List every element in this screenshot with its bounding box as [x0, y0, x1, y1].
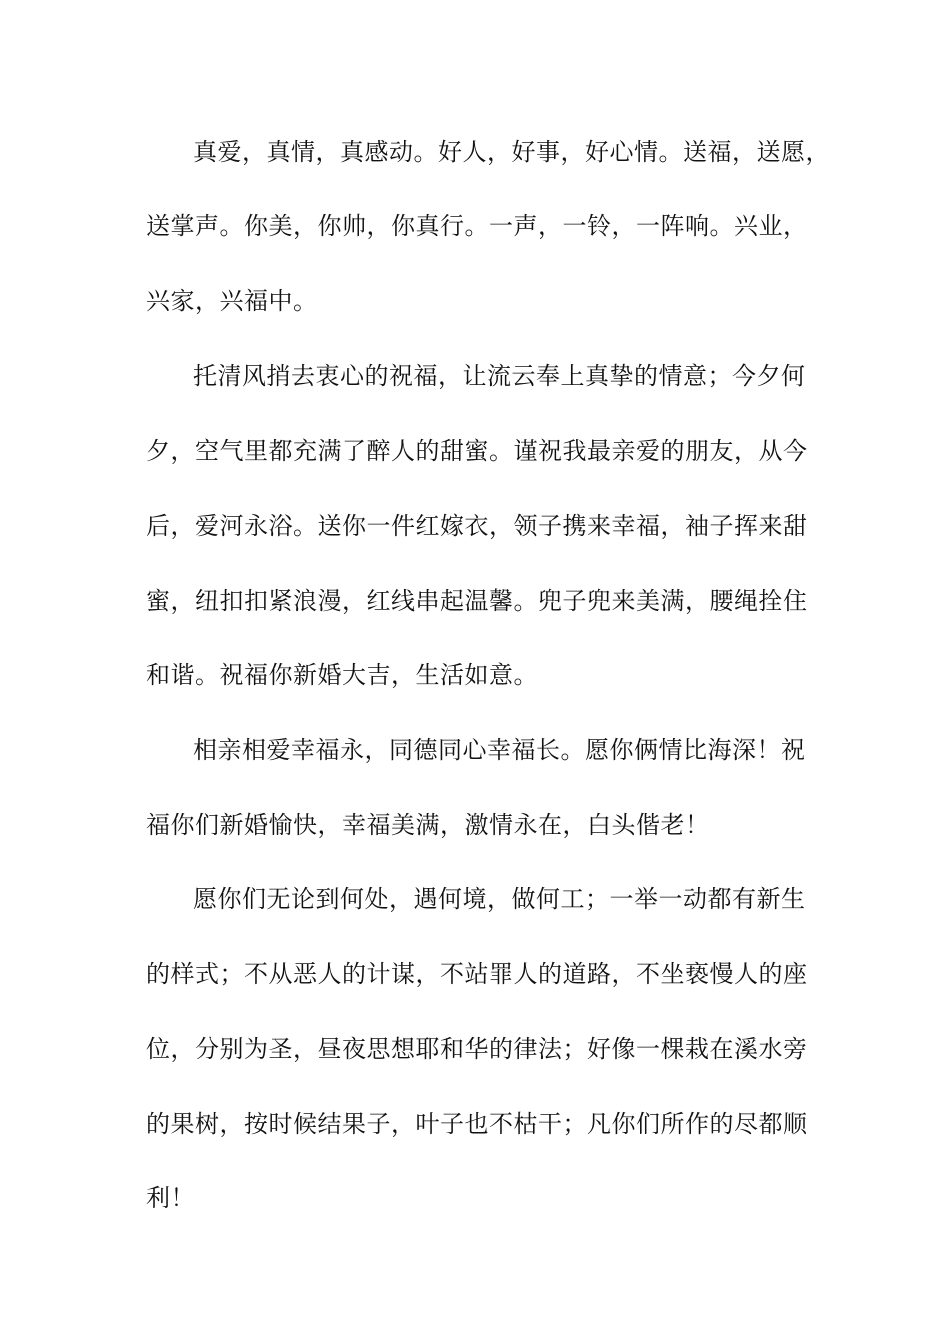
paragraph-4-line-5: 利！: [146, 1184, 195, 1212]
paragraph-2-line-2: 夕，空气里都充满了醉人的甜蜜。谨祝我最亲爱的朋友，从今: [146, 437, 808, 465]
paragraph-2-line-5: 和谐。祝福你新婚大吉，生活如意。: [146, 661, 538, 689]
paragraph-2-line-4: 蜜，纽扣扣紧浪漫，红线串起温馨。兜子兜来美满，腰绳拴住: [146, 587, 808, 615]
paragraph-1-line-2: 送掌声。你美，你帅，你真行。一声，一铃，一阵响。兴业，: [146, 212, 808, 240]
paragraph-4-line-4: 的果树，按时候结果子，叶子也不枯干；凡你们所作的尽都顺: [146, 1110, 808, 1138]
paragraph-4-line-2: 的样式；不从恶人的计谋，不站罪人的道路，不坐亵慢人的座: [146, 960, 808, 988]
paragraph-2-line-1: 托清风捎去衷心的祝福，让流云奉上真挚的情意；今夕何: [193, 362, 806, 390]
paragraph-1-line-1: 真爱，真情，真感动。好人，好事，好心情。送福，送愿，: [193, 138, 830, 166]
paragraph-4-line-3: 位，分别为圣，昼夜思想耶和华的律法；好像一棵栽在溪水旁: [146, 1035, 808, 1063]
paragraph-3-line-1: 相亲相爱幸福永，同德同心幸福长。愿你俩情比海深！祝: [193, 736, 806, 764]
paragraph-4-line-1: 愿你们无论到何处，遇何境，做何工；一举一动都有新生: [193, 885, 806, 913]
paragraph-3-line-2: 福你们新婚愉快，幸福美满，激情永在，白头偕老！: [146, 811, 710, 839]
paragraph-1-line-3: 兴家，兴福中。: [146, 287, 318, 315]
paragraph-2-line-3: 后，爱河永浴。送你一件红嫁衣，领子携来幸福，袖子挥来甜: [146, 512, 808, 540]
